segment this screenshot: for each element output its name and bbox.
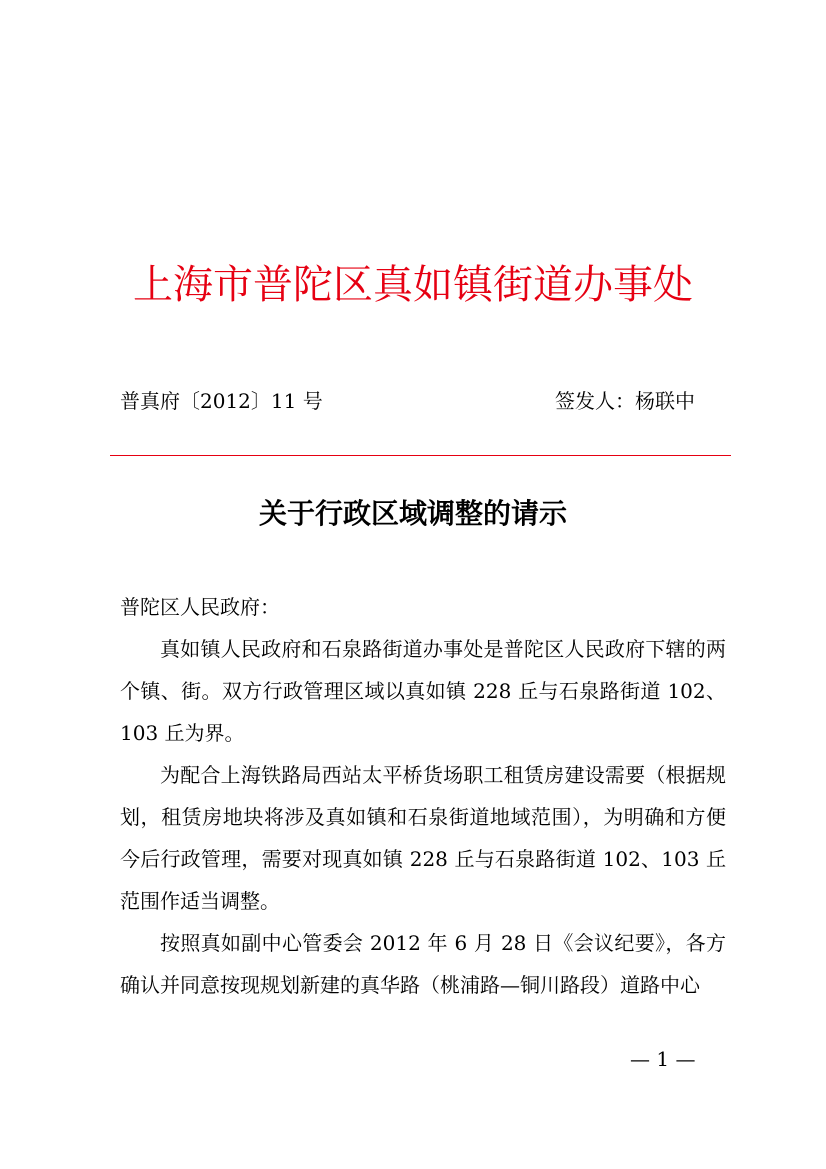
document-number: 普真府〔2012〕11 号 bbox=[120, 389, 323, 413]
salutation: 普陀区人民政府： bbox=[120, 595, 280, 619]
page-number: — 1 — bbox=[630, 1047, 696, 1071]
agency-header-title: 上海市普陀区真如镇街道办事处 bbox=[133, 262, 693, 308]
signer-label: 签发人：杨联中 bbox=[555, 389, 695, 413]
document-body bbox=[120, 586, 726, 1006]
document-title: 关于行政区域调整的请示 bbox=[258, 497, 567, 530]
body-paragraph-1: 真如镇人民政府和石泉路街道办事处是普陀区人民政府下辖的两个镇、街。双方行政管理区域以真如镇 228 丘与石泉路街道 102、103 丘为界。 bbox=[120, 637, 726, 745]
body-paragraph-3: 按照真如副中心管委会 2012 年 6 月 28 日《会议纪要》，各方确认并同意按现规划新建的真华路（桃浦路—铜川路段）道路中心 bbox=[120, 931, 726, 997]
red-divider-line bbox=[110, 455, 731, 456]
body-paragraph-2: 为配合上海铁路局西站太平桥货场职工租赁房建设需要（根据规划，租赁房地块将涉及真如镇和石泉街道地域范围），为明确和方便今后行政管理，需要对现真如镇 228 丘与石泉路街道 102、103 丘范围作适当调整。 bbox=[120, 763, 726, 913]
